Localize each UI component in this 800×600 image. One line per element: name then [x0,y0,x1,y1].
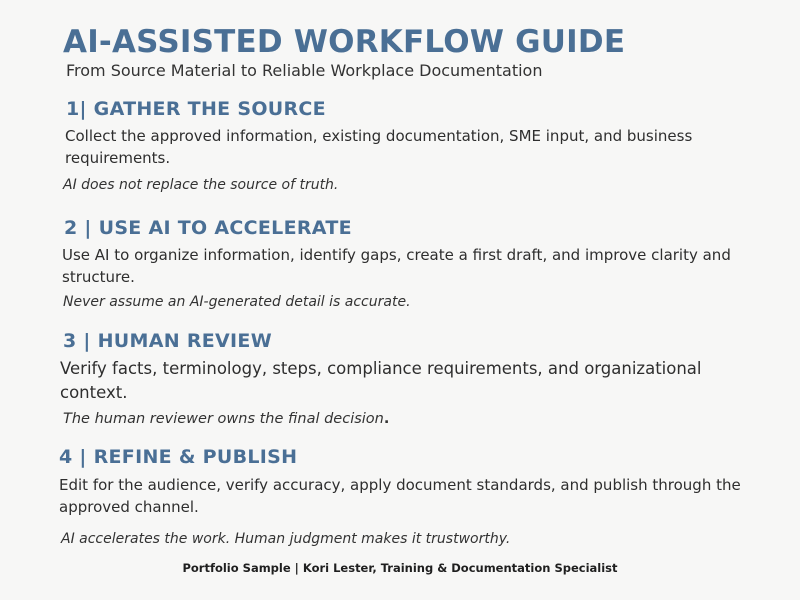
step-3-description: Verify facts, terminology, steps, compliance requirements, and organizational context. [60,359,702,402]
page-subtitle: From Source Material to Reliable Workplace Documentation [66,61,543,80]
step-4-description: Edit for the audience, verify accuracy, apply document standards, and publish through the approved channel. [59,476,741,516]
step-1-note: AI does not replace the source of truth. [63,177,339,193]
step-3-note-period: . [383,411,390,427]
footer-credit: Portfolio Sample | Kori Lester, Training & Documentation Specialist [182,561,618,575]
step-3-heading: 3 | HUMAN REVIEW [63,330,272,352]
step-2-heading: 2 | USE AI TO ACCELERATE [64,217,352,239]
step-2-description: Use AI to organize information, identify gaps, create a first draft, and improve clarity and structure. [62,246,731,286]
step-3-note [63,409,389,429]
step-4-note: AI accelerates the work. Human judgment makes it trustworthy. [61,531,511,547]
step-2-note: Never assume an AI-generated detail is accurate. [63,294,411,310]
step-1-description: Collect the approved information, existing documentation, SME input, and business requirements. [65,127,693,167]
step-4-heading: 4 | REFINE & PUBLISH [59,446,298,468]
step-3-note-text: The human reviewer owns the final decision [63,411,384,427]
page-title: AI-ASSISTED WORKFLOW GUIDE [63,24,626,60]
step-1-heading: 1| GATHER THE SOURCE [66,98,326,120]
